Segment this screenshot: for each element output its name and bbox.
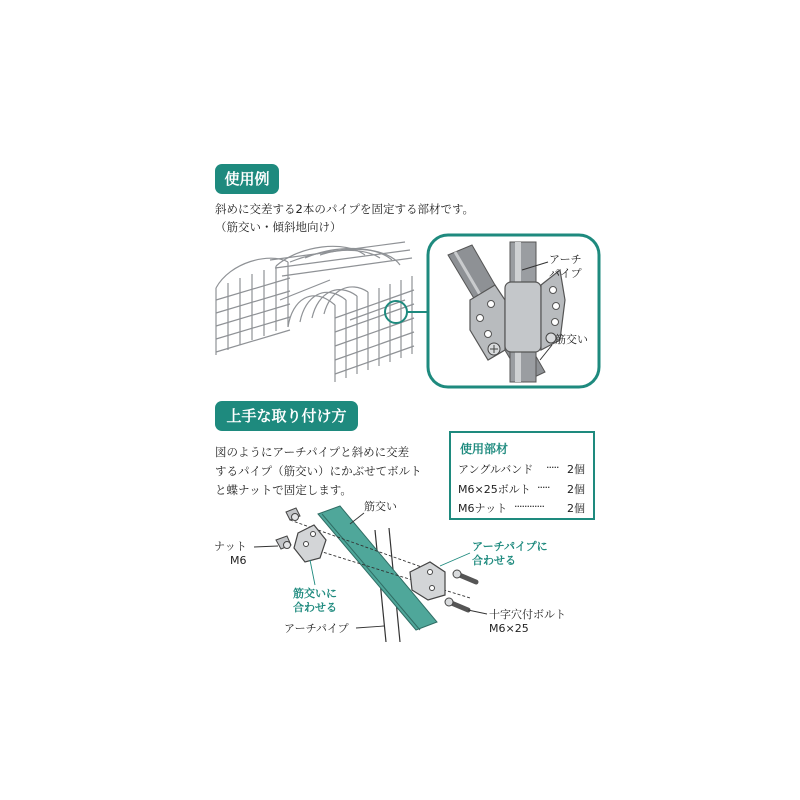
installation-description-line-2: するパイプ（筋交い）にかぶせてボルト — [215, 464, 422, 478]
material-item-dots: ············ — [514, 500, 544, 513]
usage-example-badge: 使用例 — [215, 164, 279, 194]
materials-box — [449, 431, 595, 520]
bolt-label-line-1: 十字穴付ボルト — [489, 608, 566, 621]
arch-pipe-label: アーチパイプ — [284, 622, 349, 635]
installation-tips-badge: 上手な取り付け方 — [215, 401, 358, 431]
bolt-label-line-2: M6×25 — [489, 622, 529, 635]
fit-brace-label-line-2: 合わせる — [293, 601, 337, 614]
material-item-dots: ····· — [546, 461, 559, 474]
usage-description-line-2: （筋交い・傾斜地向け） — [215, 220, 342, 234]
inset-label-arch-line-1: アーチ — [549, 253, 582, 266]
installation-description-line-3: と蝶ナットで固定します。 — [215, 483, 352, 497]
usage-description-line-1: 斜めに交差する2本のパイプを固定する部材です。 — [215, 202, 475, 216]
wing-nut-icon — [276, 536, 291, 549]
inset-label-brace: 筋交い — [555, 333, 588, 346]
material-item-name: M6×25ボルト — [458, 483, 531, 496]
materials-title: 使用部材 — [460, 442, 509, 456]
material-item-dots: ····· — [537, 481, 550, 494]
nut-label-line-1: ナット — [214, 540, 247, 553]
wing-nut-icon — [286, 508, 300, 521]
fit-brace-label-line-1: 筋交いに — [293, 587, 337, 600]
nut-label-line-2: M6 — [230, 554, 247, 567]
material-item-name: アングルバンド — [458, 463, 534, 476]
fit-arch-label-line-1: アーチパイプに — [472, 540, 548, 553]
detail-highlight-circle — [385, 301, 407, 323]
material-item-qty: 2個 — [567, 502, 585, 515]
brace-label: 筋交い — [364, 500, 397, 513]
material-item-qty: 2個 — [567, 463, 585, 476]
material-item-qty: 2個 — [567, 483, 585, 496]
bolt-icon — [453, 570, 476, 582]
fit-arch-label-line-2: 合わせる — [472, 554, 516, 567]
bolt-icon — [445, 598, 468, 610]
inset-label-arch-line-2: パイプ — [549, 267, 582, 280]
installation-description-line-1: 図のようにアーチパイプと斜めに交差 — [215, 445, 410, 459]
material-item-name: M6ナット — [458, 502, 508, 515]
